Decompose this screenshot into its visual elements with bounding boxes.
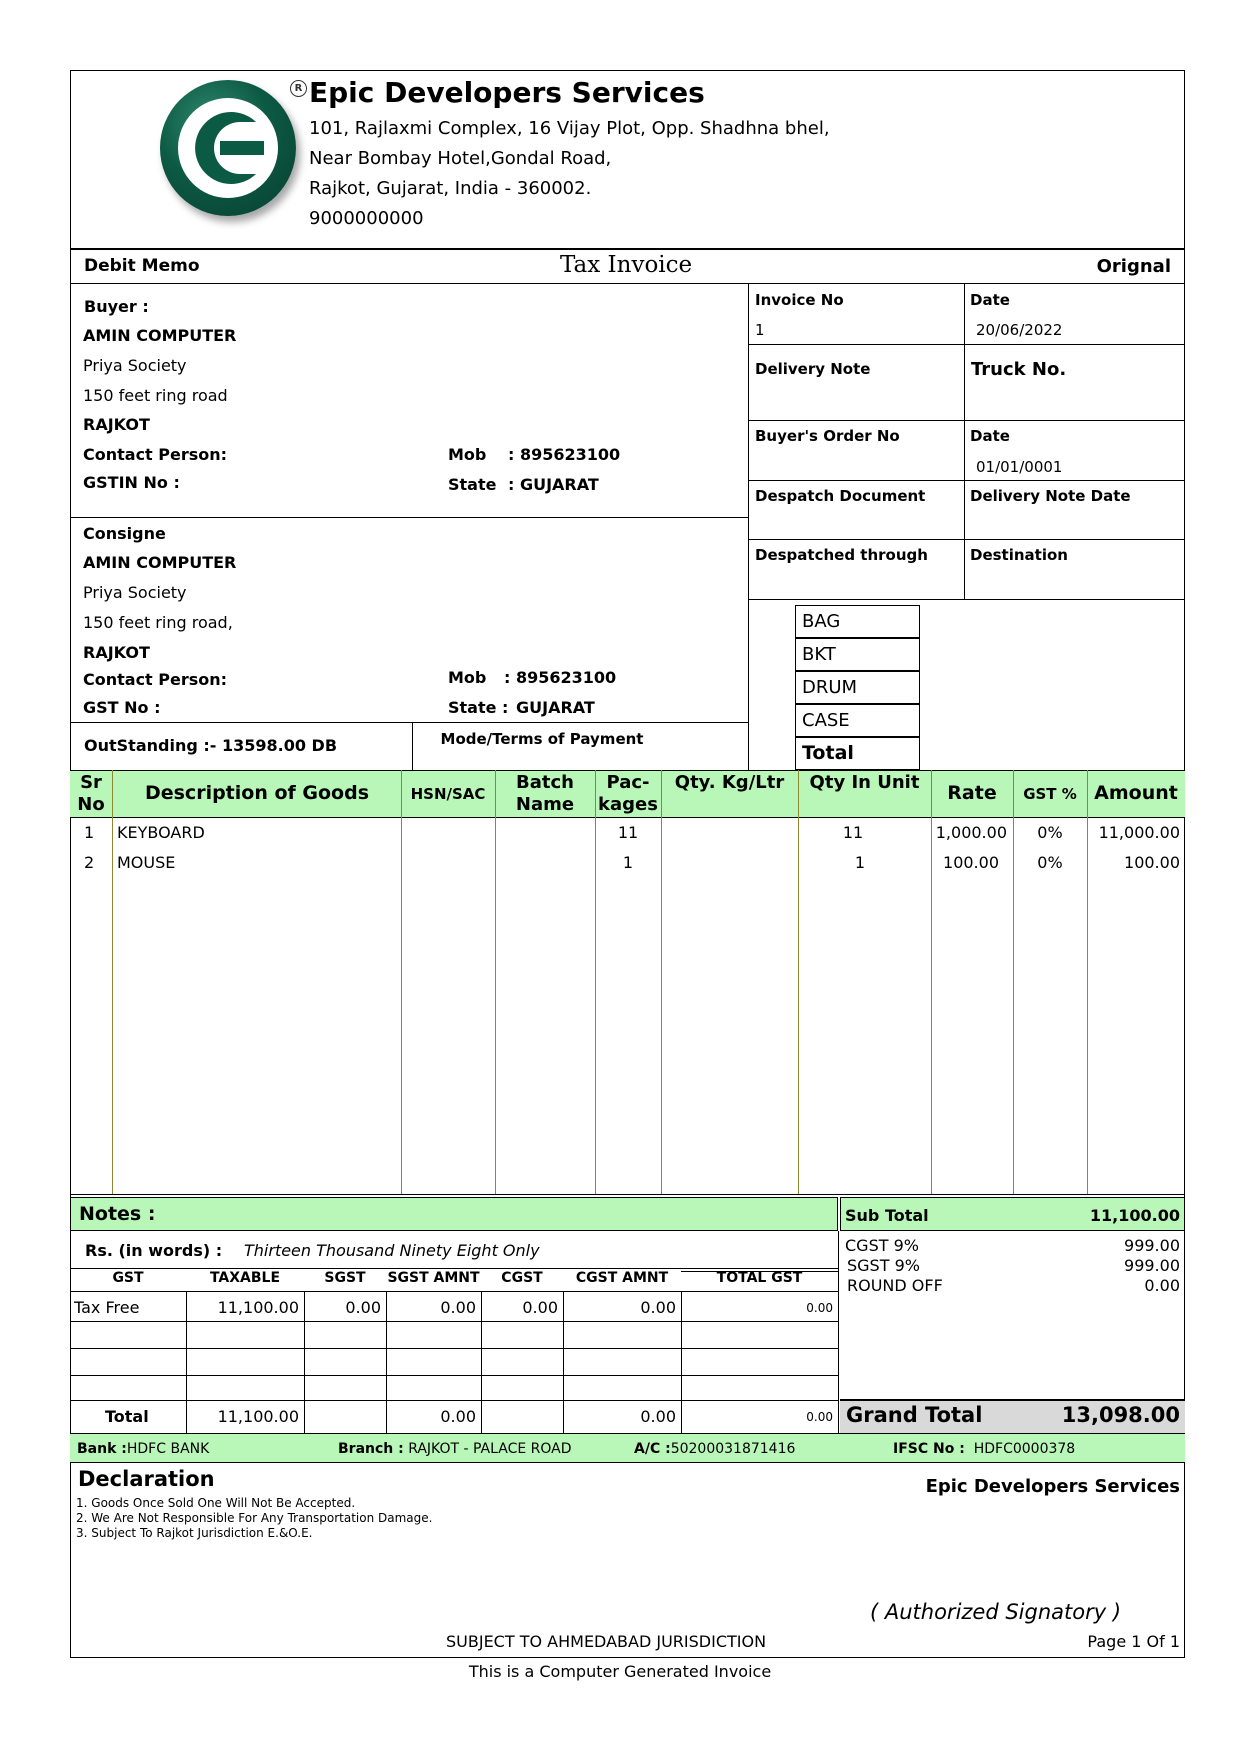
jurisdiction-note: SUBJECT TO AHMEDABAD JURISDICTION xyxy=(446,1632,767,1651)
buyer-contact-label: Contact Person: xyxy=(83,445,228,464)
delivery-note-date-label: Delivery Note Date xyxy=(970,487,1131,505)
col-sr-no: Sr No xyxy=(77,772,105,815)
column-divider xyxy=(661,770,662,1194)
divider xyxy=(70,283,1185,284)
grand-total-value: 13,098.00 xyxy=(1061,1403,1180,1427)
col-qty-kg: Qty. Kg/Ltr xyxy=(674,772,785,793)
registered-mark-icon: R xyxy=(290,80,307,97)
divider xyxy=(70,722,748,723)
document-title: Tax Invoice xyxy=(560,252,693,278)
authorized-signatory: ( Authorized Signatory ) xyxy=(870,1600,1122,1624)
round-off-value: 0.00 xyxy=(1144,1276,1180,1295)
buyer-state-label: State xyxy=(448,475,497,494)
tax-cell: 0.00 xyxy=(522,1298,558,1317)
package-type-case: CASE xyxy=(795,704,920,737)
buyer-name: AMIN COMPUTER xyxy=(83,326,237,345)
tax-col-cgst-amount: CGST AMNT xyxy=(575,1270,669,1286)
despatched-through-label: Despatched through xyxy=(755,546,928,564)
item-gst: 0% xyxy=(1037,823,1063,842)
amount-in-words: Thirteen Thousand Ninety Eight Only xyxy=(244,1241,540,1260)
consignee-address-1: Priya Society xyxy=(83,583,187,602)
invoice-no-value: 1 xyxy=(755,321,765,339)
tax-col-cgst: CGST xyxy=(501,1270,543,1286)
company-phone: 9000000000 xyxy=(309,208,424,229)
page-number: Page 1 Of 1 xyxy=(1087,1632,1180,1651)
order-date-label: Date xyxy=(970,427,1010,445)
item-description: KEYBOARD xyxy=(117,823,205,842)
divider xyxy=(681,1271,838,1272)
col-qty-unit: Qty In Unit xyxy=(809,772,920,793)
cgst-label: CGST 9% xyxy=(845,1236,919,1255)
declaration-list xyxy=(76,1496,432,1541)
despatch-document-label: Despatch Document xyxy=(755,487,926,505)
delivery-note-label: Delivery Note xyxy=(755,360,871,378)
notes-label: Notes : xyxy=(79,1203,156,1225)
package-type-drum: DRUM xyxy=(795,671,920,704)
cgst-value: 999.00 xyxy=(1124,1236,1180,1255)
memo-type: Debit Memo xyxy=(84,256,200,276)
buyer-mob-value: : 895623100 xyxy=(508,445,621,464)
divider xyxy=(748,539,1185,540)
declaration-title: Declaration xyxy=(78,1467,215,1491)
col-gst-percent: GST % xyxy=(1023,785,1077,803)
item-qty-unit: 1 xyxy=(854,853,866,872)
divider xyxy=(412,722,413,770)
payment-mode-label: Mode/Terms of Payment xyxy=(440,730,644,748)
tax-cell: 0.00 xyxy=(806,1410,833,1424)
account-info: A/C :50200031871416 xyxy=(634,1441,796,1457)
destination-label: Destination xyxy=(970,546,1068,564)
consignee-mob-label: Mob xyxy=(448,668,487,687)
consignee-mob-value: : 895623100 xyxy=(504,668,617,687)
consignee-city: RAJKOT xyxy=(83,643,150,662)
subtotal-label: Sub Total xyxy=(845,1206,929,1225)
column-divider xyxy=(401,770,402,1194)
item-sr: 2 xyxy=(84,853,95,872)
buyer-state-value: : GUJARAT xyxy=(508,475,599,494)
buyer-mob-label: Mob xyxy=(448,445,487,464)
tax-col-taxable: TAXABLE xyxy=(209,1270,281,1286)
item-rate: 100.00 xyxy=(943,853,999,872)
buyer-heading: Buyer : xyxy=(84,297,149,316)
divider xyxy=(964,283,965,599)
tax-cell: 0.00 xyxy=(440,1298,476,1317)
ifsc-info: IFSC No : HDFC0000378 xyxy=(893,1441,1076,1457)
item-amount: 11,000.00 xyxy=(1098,823,1180,842)
company-logo xyxy=(160,80,296,216)
divider xyxy=(748,599,1185,600)
consignee-address-2: 150 feet ring road, xyxy=(83,613,233,632)
order-date-value: 01/01/0001 xyxy=(976,458,1063,476)
bank-info: Bank :HDFC BANK xyxy=(77,1441,210,1457)
consignee-heading: Consigne xyxy=(83,524,166,543)
signatory-company: Epic Developers Services xyxy=(925,1476,1180,1497)
invoice-no-label: Invoice No xyxy=(755,291,844,309)
tax-cell: 0.00 xyxy=(806,1301,833,1315)
declaration-line: 2. We Are Not Responsible For Any Transportation Damage. xyxy=(76,1511,433,1525)
divider xyxy=(70,1268,838,1269)
invoice-date-label: Date xyxy=(970,291,1010,309)
divider xyxy=(838,1231,839,1433)
consignee-state-label: State : xyxy=(448,698,509,717)
consignee-gst-label: GST No : xyxy=(83,698,161,717)
consignee-name: AMIN COMPUTER xyxy=(83,553,237,572)
amount-in-words-label: Rs. (in words) : xyxy=(85,1241,223,1260)
tax-cell: 0.00 xyxy=(440,1407,476,1426)
column-divider xyxy=(112,770,113,1194)
col-rate: Rate xyxy=(947,782,997,804)
divider xyxy=(70,248,1185,250)
company-address-3: Rajkot, Gujarat, India - 360002. xyxy=(309,178,592,199)
divider xyxy=(70,1194,1185,1195)
item-qty-unit: 11 xyxy=(842,823,864,842)
col-amount: Amount xyxy=(1094,782,1178,804)
tax-cell: 0.00 xyxy=(345,1298,381,1317)
tax-cell: 11,100.00 xyxy=(217,1298,299,1317)
col-packages: Pac- kages xyxy=(598,772,658,815)
package-type-bag: BAG xyxy=(795,605,920,638)
declaration-line: 1. Goods Once Sold One Will Not Be Accepted. xyxy=(76,1496,356,1510)
notes-bar xyxy=(70,1197,838,1231)
item-packages: 11 xyxy=(617,823,639,842)
invoice-date-value: 20/06/2022 xyxy=(976,321,1063,339)
tax-cell: 11,100.00 xyxy=(217,1407,299,1426)
divider xyxy=(70,517,748,518)
tax-col-sgst-amount: SGST AMNT xyxy=(387,1270,480,1286)
tax-col-sgst: SGST xyxy=(324,1270,366,1286)
branch-info: Branch : RAJKOT - PALACE ROAD xyxy=(338,1441,572,1457)
company-name: Epic Developers Services xyxy=(309,76,705,109)
grand-total-label: Grand Total xyxy=(846,1403,983,1427)
buyer-city: RAJKOT xyxy=(83,415,150,434)
col-hsn-sac: HSN/SAC xyxy=(410,785,486,803)
divider xyxy=(748,480,1185,481)
copy-type: Orignal xyxy=(1096,256,1171,277)
outstanding-balance: OutStanding :- 13598.00 DB xyxy=(84,736,338,755)
company-address-2: Near Bombay Hotel,Gondal Road, xyxy=(309,148,612,169)
divider xyxy=(748,283,749,770)
round-off-label: ROUND OFF xyxy=(847,1276,943,1295)
consignee-state-value: GUJARAT xyxy=(516,698,595,717)
buyer-gstin-label: GSTIN No : xyxy=(83,473,180,492)
item-description: MOUSE xyxy=(117,853,176,872)
buyers-order-label: Buyer's Order No xyxy=(755,427,900,445)
computer-generated-note: This is a Computer Generated Invoice xyxy=(468,1662,772,1681)
sgst-label: SGST 9% xyxy=(847,1256,920,1275)
buyer-address-2: 150 feet ring road xyxy=(83,386,228,405)
truck-no-label: Truck No. xyxy=(971,359,1067,380)
buyer-address-1: Priya Society xyxy=(83,356,187,375)
package-type-bkt: BKT xyxy=(795,638,920,671)
consignee-contact-label: Contact Person: xyxy=(83,670,228,689)
declaration-line: 3. Subject To Rajkot Jurisdiction E.&O.E. xyxy=(76,1526,313,1540)
company-address-1: 101, Rajlaxmi Complex, 16 Vijay Plot, Opp. Shadhna bhel, xyxy=(309,118,830,139)
tax-cell: Tax Free xyxy=(74,1298,140,1317)
subtotal-value: 11,100.00 xyxy=(1089,1206,1180,1225)
item-rate: 1,000.00 xyxy=(935,823,1007,842)
divider xyxy=(748,344,1185,345)
column-divider xyxy=(495,770,496,1194)
col-batch-name: Batch Name xyxy=(515,772,575,815)
package-total: Total xyxy=(795,737,920,770)
tax-cell: 0.00 xyxy=(640,1298,676,1317)
tax-col-total-gst: TOTAL GST xyxy=(716,1270,803,1286)
tax-col-gst: GST xyxy=(112,1270,144,1286)
col-description: Description of Goods xyxy=(144,782,370,804)
sgst-value: 999.00 xyxy=(1124,1256,1180,1275)
item-packages: 1 xyxy=(622,853,634,872)
item-sr: 1 xyxy=(84,823,95,842)
tax-cell: 0.00 xyxy=(640,1407,676,1426)
divider xyxy=(748,420,1185,421)
item-amount: 100.00 xyxy=(1124,853,1180,872)
tax-total-label: Total xyxy=(105,1407,149,1426)
item-gst: 0% xyxy=(1037,853,1063,872)
